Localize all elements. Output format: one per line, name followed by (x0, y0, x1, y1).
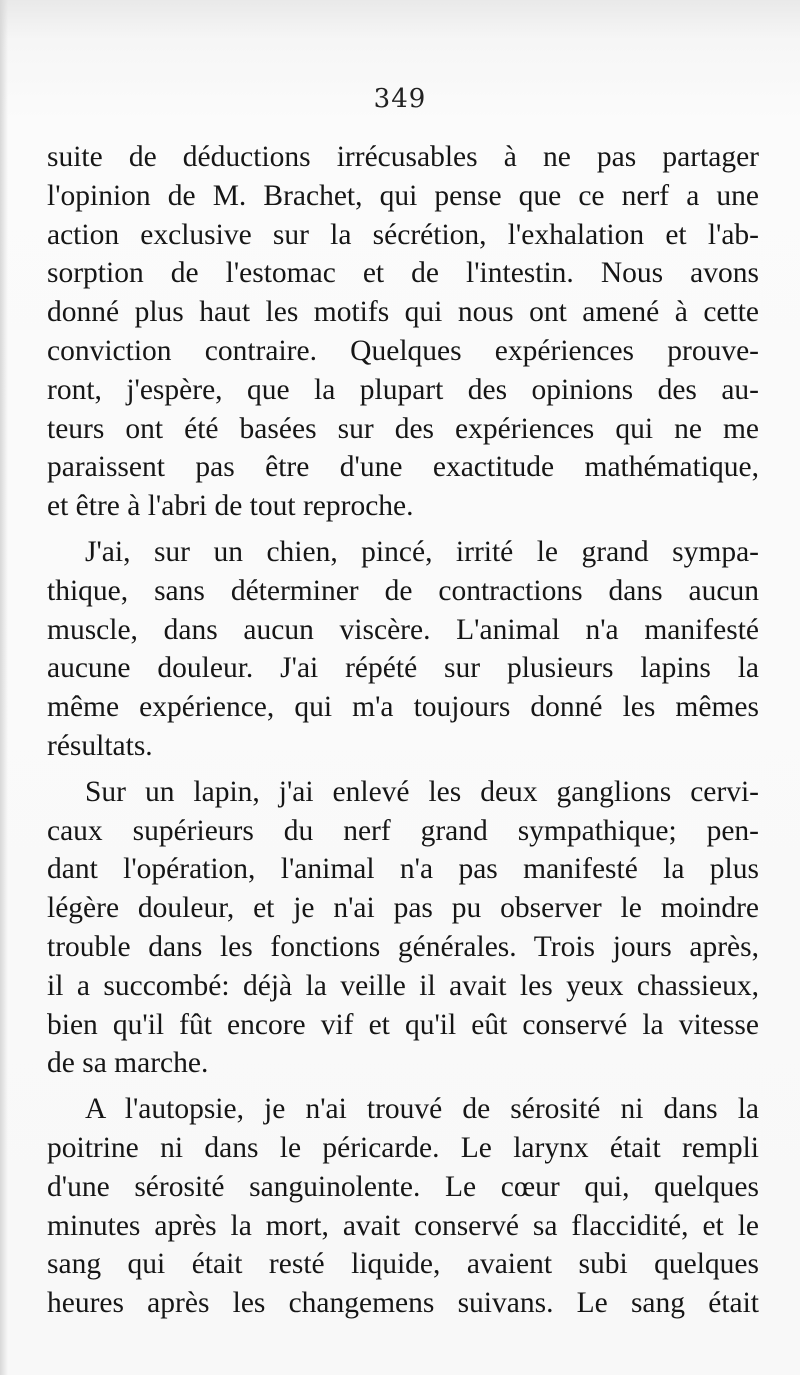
text-line: action exclusive sur la sécrétion, l'exhalation et l'ab- (47, 218, 759, 251)
text-line: légère douleur, et je n'ai pas pu observer le moindre (47, 892, 759, 925)
text-line: résultats. (47, 729, 153, 762)
text-line: conviction contraire. Quelques expériences prouve- (47, 334, 759, 367)
text-line: d'une sérosité sanguinolente. Le cœur qui, quelques (47, 1170, 759, 1203)
text-line: A l'autopsie, je n'ai trouvé de sérosité ni dans la (85, 1093, 759, 1126)
text-line: même expérience, qui m'a toujours donné les mêmes (47, 691, 759, 724)
body-text (47, 138, 759, 1323)
text-line: aucune douleur. J'ai répété sur plusieurs lapins la (47, 652, 759, 685)
text-line: trouble dans les fonctions générales. Trois jours après, (47, 930, 759, 963)
text-line: thique, sans déterminer de contractions dans aucun (47, 574, 759, 607)
paragraph-gap (47, 526, 759, 533)
page-number: 349 (373, 84, 427, 114)
text-line: poitrine ni dans le péricarde. Le larynx était rempli (47, 1131, 759, 1164)
text-line: suite de déductions irrécusables à ne pas partager (47, 141, 759, 173)
text-line: de sa marche. (47, 1047, 209, 1080)
text-line: et être à l'abri de tout reproche. (47, 490, 414, 523)
text-line: Sur un lapin, j'ai enlevé les deux ganglions cervi- (85, 775, 759, 808)
text-line: J'ai, sur un chien, pincé, irrité le grand sympa- (85, 535, 759, 568)
text-line: il a succombé: déjà la veille il avait les yeux chassieux, (47, 969, 759, 1002)
text-line: ront, j'espère, que la plupart des opinions des au- (47, 373, 759, 406)
text-line: sorption de l'estomac et de l'intestin. Nous avons (47, 257, 759, 290)
text-line: teurs ont été basées sur des expériences qui ne me (47, 412, 759, 445)
text-line: sang qui était resté liquide, avaient subi quelques (47, 1248, 759, 1281)
text-line: donné plus haut les motifs qui nous ont amené à cette (47, 296, 759, 329)
page-shadow-edge (0, 0, 8, 1375)
text-line: minutes après la mort, avait conservé sa flaccidité, et le (47, 1209, 759, 1242)
text-line: caux supérieurs du nerf grand sympathique; pen- (47, 814, 759, 847)
text-line: heures après les changemens suivans. Le sang était (47, 1287, 759, 1320)
text-line: bien qu'il fût encore vif et qu'il eût conservé la vitesse (47, 1008, 759, 1041)
paragraph-gap (47, 1083, 759, 1090)
text-line: dant l'opération, l'animal n'a pas manifesté la plus (47, 853, 759, 886)
text-line: l'opinion de M. Brachet, qui pense que ce nerf a une (47, 179, 759, 212)
paragraph-gap (47, 766, 759, 773)
text-line: paraissent pas être d'une exactitude mathématique, (47, 451, 759, 484)
text-line: muscle, dans aucun viscère. L'animal n'a manifesté (47, 613, 759, 646)
